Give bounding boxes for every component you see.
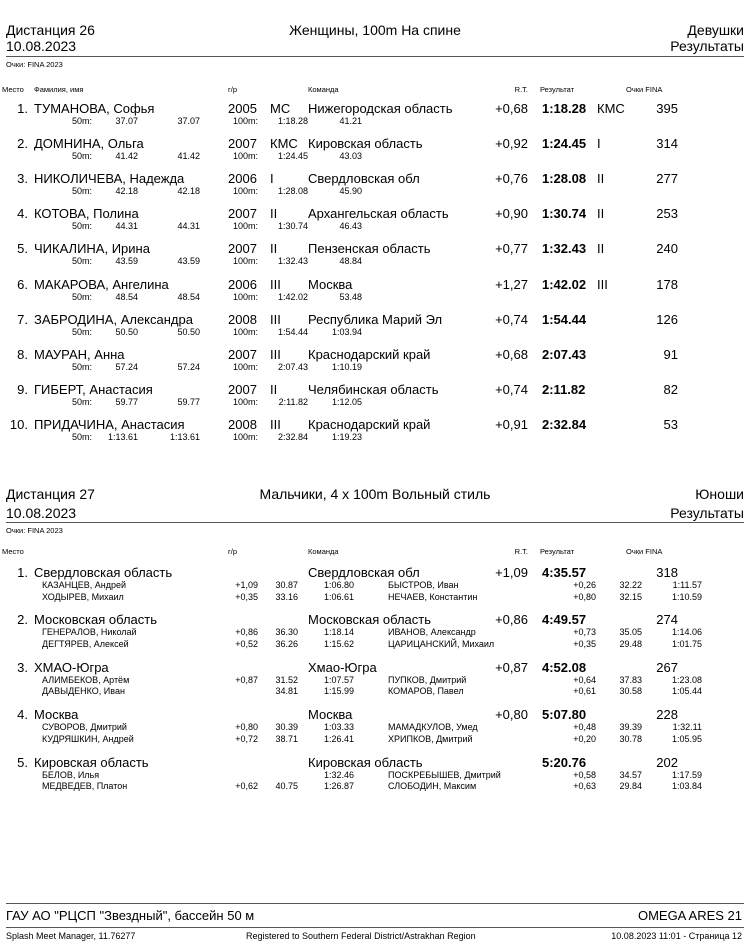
relay-swimmer-rtime: 1:05.44 bbox=[671, 686, 702, 697]
relay-swimmer-left: АЛИМБЕКОВ, Артём bbox=[42, 674, 130, 685]
result-s6: 46.43 bbox=[339, 221, 362, 232]
event26-subtitle: Результаты bbox=[670, 38, 744, 54]
relay-swimmer-ltime: 1:06.80 bbox=[323, 580, 354, 590]
result-qual: II bbox=[597, 171, 605, 187]
relay-swimmer-left: КАЗАНЦЕВ, Андрей bbox=[42, 580, 127, 590]
relay-swimmer-rtime: 1:10.59 bbox=[671, 591, 702, 602]
relay-result: 5:20.76 bbox=[542, 754, 587, 770]
result-team: Москва bbox=[308, 276, 353, 292]
result-points: 178 bbox=[656, 276, 678, 292]
result-name: ДОМНИНА, Ольга bbox=[34, 136, 144, 152]
result-s6: 41.21 bbox=[339, 116, 362, 126]
result-year: 2007 bbox=[228, 346, 257, 362]
relay-swimmer-rsplit: 29.84 bbox=[619, 781, 642, 792]
result-points: 91 bbox=[663, 346, 678, 362]
result-result: 1:24.45 bbox=[542, 136, 587, 152]
result-year: 2006 bbox=[228, 276, 257, 292]
relay-swimmer-left: СУВОРОВ, Дмитрий bbox=[42, 722, 127, 733]
result-team: Краснодарский край bbox=[308, 346, 431, 362]
relay-swimmer-rtime: 1:11.57 bbox=[672, 580, 702, 590]
relay-swimmer-ltime: 1:15.62 bbox=[323, 638, 354, 649]
result-name: ПРИДАЧИНА, Анастасия bbox=[34, 416, 185, 432]
relay-rt: +0,87 bbox=[495, 659, 528, 675]
relay-swimmer-left: ГЕНЕРАЛОВ, Николай bbox=[42, 627, 137, 638]
result-s3: 50.50 bbox=[177, 326, 200, 337]
result-s2: 50.50 bbox=[115, 326, 138, 337]
result-s5: 1:42.02 bbox=[277, 291, 308, 302]
result-s4: 100m: bbox=[232, 186, 258, 197]
event27-title: Мальчики, 4 x 100m Вольный стиль bbox=[259, 486, 491, 502]
result-s4: 100m: bbox=[232, 256, 258, 267]
result-team: Кировская область bbox=[308, 136, 423, 152]
result-s1: 50m: bbox=[71, 291, 92, 302]
relay-swimmer-rrt: +0,80 bbox=[573, 591, 596, 602]
result-qual: КМС bbox=[597, 101, 625, 116]
relay-swimmer-rsplit: 37.83 bbox=[619, 674, 642, 685]
event26-header-points: Очки FINA bbox=[626, 85, 663, 94]
result-s4: 100m: bbox=[232, 396, 258, 407]
relay-result: 4:52.08 bbox=[542, 659, 587, 675]
event27-header-points: Очки FINA bbox=[626, 547, 663, 556]
relay-swimmer-rsplit: 29.48 bbox=[619, 638, 642, 649]
result-place: 10. bbox=[9, 416, 28, 432]
relay-swimmer-right: БЫСТРОВ, Иван bbox=[388, 580, 459, 590]
relay-swimmer-rrt: +0,64 bbox=[573, 674, 596, 685]
relay-rt: +0,80 bbox=[495, 707, 528, 723]
relay-swimmer-lrt: +0,62 bbox=[235, 781, 258, 792]
result-rank: II bbox=[270, 381, 278, 397]
relay-name: Кировская область bbox=[34, 754, 149, 770]
relay-swimmer-right: МАМАДКУЛОВ, Умед bbox=[388, 722, 478, 733]
relay-swimmer-rrt: +0,48 bbox=[573, 722, 596, 733]
result-points: 314 bbox=[656, 136, 678, 152]
result-team: Нижегородская область bbox=[308, 101, 453, 116]
relay-swimmer-rsplit: 35.05 bbox=[619, 627, 642, 638]
relay-swimmer-lsplit: 36.26 bbox=[275, 638, 298, 649]
result-rt: +1,27 bbox=[495, 276, 528, 292]
event26-divider bbox=[6, 56, 744, 57]
relay-points: 202 bbox=[656, 754, 678, 770]
result-s5: 1:54.44 bbox=[277, 326, 308, 337]
result-rank: II bbox=[270, 241, 278, 257]
footer-venue: ГАУ АО "РЦСП "Звездный", бассейн 50 м bbox=[6, 908, 255, 923]
event27-date: 10.08.2023 bbox=[6, 505, 77, 521]
relay-team: Москва bbox=[308, 707, 353, 723]
relay-swimmer-left: ДЕГТЯРЕВ, Алексей bbox=[42, 638, 129, 649]
relay-swimmer-rsplit: 39.39 bbox=[619, 722, 642, 733]
result-qual: II bbox=[597, 241, 605, 257]
result-points: 82 bbox=[663, 381, 678, 397]
relay-swimmer-lrt: +0,86 bbox=[235, 627, 258, 638]
relay-swimmer-right: ХРИПКОВ, Дмитрий bbox=[388, 733, 473, 744]
relay-rt: +0,86 bbox=[495, 612, 528, 628]
footer-software: Splash Meet Manager, 11.76277 bbox=[6, 931, 136, 941]
result-name: ЗАБРОДИНА, Александра bbox=[34, 311, 193, 327]
relay-swimmer-left: МЕДВЕДЕВ, Платон bbox=[42, 781, 128, 792]
result-s3: 59.77 bbox=[177, 396, 200, 407]
relay-place: 1. bbox=[17, 565, 28, 580]
footer-registered: Registered to Southern Federal District/Astrakhan Region bbox=[246, 931, 476, 941]
relay-swimmer-rsplit: 32.22 bbox=[619, 580, 642, 590]
result-rank: I bbox=[270, 171, 274, 187]
relay-team: Кировская область bbox=[308, 754, 423, 770]
event27-header-team: Команда bbox=[308, 547, 339, 556]
result-s6: 43.03 bbox=[339, 151, 362, 162]
result-s1: 50m: bbox=[71, 116, 92, 126]
result-s1: 50m: bbox=[71, 396, 92, 407]
event26-header-name: Фамилия, имя bbox=[34, 85, 84, 94]
result-s3: 37.07 bbox=[177, 116, 200, 126]
relay-swimmer-rsplit: 32.15 bbox=[619, 591, 642, 602]
result-s2: 42.18 bbox=[115, 186, 138, 197]
result-s6: 1:10.19 bbox=[331, 361, 362, 372]
result-s2: 41.42 bbox=[115, 151, 138, 162]
relay-swimmer-rtime: 1:23.08 bbox=[671, 674, 702, 685]
result-year: 2006 bbox=[228, 171, 257, 187]
footer-divider-top bbox=[6, 903, 744, 904]
result-s4: 100m: bbox=[232, 361, 258, 372]
result-s1: 50m: bbox=[71, 221, 92, 232]
result-s3: 43.59 bbox=[177, 256, 200, 267]
relay-swimmer-right: СЛОБОДИН, Максим bbox=[388, 781, 477, 792]
relay-place: 2. bbox=[17, 612, 28, 628]
relay-swimmer-lsplit: 36.30 bbox=[275, 627, 298, 638]
relay-swimmer-lsplit: 40.75 bbox=[275, 781, 298, 792]
relay-swimmer-rsplit: 30.78 bbox=[619, 733, 642, 744]
relay-team: Свердловская обл bbox=[308, 565, 420, 580]
result-result: 1:42.02 bbox=[542, 276, 587, 292]
event26-title: Женщины, 100m На спине bbox=[289, 22, 461, 38]
result-name: ЧИКАЛИНА, Ирина bbox=[34, 241, 150, 257]
result-s6: 45.90 bbox=[339, 186, 362, 197]
relay-result: 5:07.80 bbox=[542, 707, 587, 723]
relay-swimmer-right: НЕЧАЕВ, Константин bbox=[388, 591, 478, 602]
result-points: 253 bbox=[656, 206, 678, 222]
relay-swimmer-left: БЕЛОВ, Илья bbox=[42, 769, 100, 780]
event26-header-team: Команда bbox=[308, 85, 339, 94]
relay-swimmer-rtime: 1:05.95 bbox=[671, 733, 702, 744]
event27-header-result: Результат bbox=[540, 547, 575, 556]
result-s5: 2:32.84 bbox=[277, 431, 308, 442]
result-rt: +0,68 bbox=[495, 346, 528, 362]
result-points: 240 bbox=[656, 241, 678, 257]
event26-header-rt: R.T. bbox=[514, 85, 528, 94]
relay-name: Московская область bbox=[34, 612, 158, 628]
relay-swimmer-rtime: 1:01.75 bbox=[671, 638, 702, 649]
relay-swimmer-left: КУДРЯШКИН, Андрей bbox=[42, 733, 134, 744]
result-s3: 42.18 bbox=[177, 186, 200, 197]
event26-category: Девушки bbox=[687, 22, 744, 38]
result-result: 1:28.08 bbox=[542, 171, 587, 187]
result-rank: III bbox=[270, 416, 281, 432]
result-s3: 57.24 bbox=[177, 361, 200, 372]
result-qual: I bbox=[597, 136, 601, 152]
result-name: КОТОВА, Полина bbox=[34, 206, 139, 222]
event27-header-rt: R.T. bbox=[514, 547, 528, 556]
event26-header-place: Место bbox=[2, 85, 24, 94]
event26-header-year: г/р bbox=[228, 85, 237, 94]
relay-swimmer-left: ХОДЫРЕВ, Михаил bbox=[42, 591, 124, 602]
result-rank: III bbox=[270, 276, 281, 292]
result-s5: 2:07.43 bbox=[277, 361, 308, 372]
result-points: 126 bbox=[656, 311, 678, 327]
result-team: Свердловская обл bbox=[308, 171, 420, 187]
result-name: ГИБЕРТ, Анастасия bbox=[34, 381, 153, 397]
relay-swimmer-lrt: +0,52 bbox=[235, 638, 258, 649]
result-s6: 1:12.05 bbox=[331, 396, 362, 407]
relay-swimmer-right: ИВАНОВ, Александр bbox=[388, 627, 476, 638]
relay-swimmer-rrt: +0,35 bbox=[573, 638, 596, 649]
result-s6: 1:19.23 bbox=[331, 431, 362, 442]
event26-header-result: Результат bbox=[540, 85, 575, 94]
result-s2: 44.31 bbox=[115, 221, 138, 232]
result-place: 9. bbox=[17, 381, 28, 397]
event27-points-note: Очки: FINA 2023 bbox=[6, 526, 63, 535]
relay-swimmer-lsplit: 31.52 bbox=[275, 674, 298, 685]
relay-swimmer-ltime: 1:06.61 bbox=[323, 591, 354, 602]
relay-swimmer-right: КОМАРОВ, Павел bbox=[388, 686, 464, 697]
relay-swimmer-ltime: 1:18.14 bbox=[323, 627, 354, 638]
relay-place: 3. bbox=[17, 659, 28, 675]
result-result: 1:32.43 bbox=[542, 241, 587, 257]
result-rt: +0,90 bbox=[495, 206, 528, 222]
relay-name: Москва bbox=[34, 707, 79, 723]
result-s3: 41.42 bbox=[177, 151, 200, 162]
relay-swimmer-lrt: +0,35 bbox=[235, 591, 258, 602]
result-s6: 48.84 bbox=[339, 256, 362, 267]
result-team: Республика Марий Эл bbox=[308, 311, 443, 327]
result-s6: 1:03.94 bbox=[331, 326, 362, 337]
result-s5: 1:28.08 bbox=[277, 186, 308, 197]
result-rt: +0,74 bbox=[495, 381, 528, 397]
event27-distance: Дистанция 27 bbox=[6, 486, 95, 502]
result-s2: 37.07 bbox=[115, 116, 138, 126]
relay-name: ХМАО-Югра bbox=[34, 659, 109, 675]
result-s2: 57.24 bbox=[115, 361, 138, 372]
relay-swimmer-lrt: +1,09 bbox=[235, 580, 258, 590]
relay-swimmer-lsplit: 33.16 bbox=[275, 591, 298, 602]
result-rank: II bbox=[270, 206, 278, 222]
result-year: 2005 bbox=[228, 101, 257, 116]
result-year: 2007 bbox=[228, 241, 257, 257]
result-rt: +0,68 bbox=[495, 101, 528, 116]
result-year: 2008 bbox=[228, 311, 257, 327]
relay-swimmer-rtime: 1:03.84 bbox=[671, 781, 702, 792]
relay-swimmer-ltime: 1:15.99 bbox=[323, 686, 354, 697]
result-year: 2007 bbox=[228, 381, 257, 397]
result-s1: 50m: bbox=[71, 326, 92, 337]
relay-name: Свердловская область bbox=[34, 565, 173, 580]
relay-swimmer-rsplit: 30.58 bbox=[619, 686, 642, 697]
result-s1: 50m: bbox=[71, 186, 92, 197]
event27-subtitle: Результаты bbox=[670, 505, 744, 521]
result-s5: 1:30.74 bbox=[277, 221, 308, 232]
result-name: МАУРАН, Анна bbox=[34, 346, 125, 362]
result-rank: МС bbox=[270, 101, 291, 116]
result-result: 2:32.84 bbox=[542, 416, 587, 432]
result-rt: +0,74 bbox=[495, 311, 528, 327]
result-s5: 2:11.82 bbox=[278, 396, 308, 407]
result-s2: 1:13.61 bbox=[107, 431, 138, 442]
result-result: 1:30.74 bbox=[542, 206, 587, 222]
result-team: Архангельская область bbox=[308, 206, 449, 222]
result-s1: 50m: bbox=[71, 431, 92, 442]
relay-swimmer-left: ДАВЫДЕНКО, Иван bbox=[42, 686, 125, 697]
result-place: 1. bbox=[17, 101, 28, 116]
result-s4: 100m: bbox=[232, 326, 258, 337]
result-name: МАКАРОВА, Ангелина bbox=[34, 276, 169, 292]
result-team: Пензенская область bbox=[308, 241, 431, 257]
relay-team: Московская область bbox=[308, 612, 432, 628]
relay-swimmer-lsplit: 34.81 bbox=[275, 686, 298, 697]
result-qual: III bbox=[597, 276, 608, 292]
relay-swimmer-lsplit: 38.71 bbox=[275, 733, 298, 744]
result-year: 2007 bbox=[228, 136, 257, 152]
result-rt: +0,92 bbox=[495, 136, 528, 152]
event27-divider bbox=[6, 522, 744, 523]
result-s4: 100m: bbox=[232, 291, 258, 302]
relay-swimmer-rrt: +0,61 bbox=[573, 686, 596, 697]
result-points: 395 bbox=[656, 101, 678, 116]
result-result: 1:18.28 bbox=[542, 101, 587, 116]
relay-swimmer-rtime: 1:14.06 bbox=[671, 627, 702, 638]
result-team: Челябинская область bbox=[308, 381, 439, 397]
relay-place: 5. bbox=[17, 754, 28, 770]
result-rank: III bbox=[270, 311, 281, 327]
result-place: 5. bbox=[17, 241, 28, 257]
relay-swimmer-ltime: 1:03.33 bbox=[323, 722, 354, 733]
result-s1: 50m: bbox=[71, 361, 92, 372]
event27-category: Юноши bbox=[695, 486, 744, 502]
event27-header-place: Место bbox=[2, 547, 24, 556]
result-s1: 50m: bbox=[71, 256, 92, 267]
result-s6: 53.48 bbox=[339, 291, 362, 302]
relay-team: Хмао-Югра bbox=[308, 659, 377, 675]
result-year: 2008 bbox=[228, 416, 257, 432]
result-place: 2. bbox=[17, 136, 28, 152]
relay-points: 318 bbox=[656, 565, 678, 580]
footer-divider-bottom bbox=[6, 927, 744, 928]
result-year: 2007 bbox=[228, 206, 257, 222]
relay-swimmer-lsplit: 30.87 bbox=[275, 580, 298, 590]
result-points: 53 bbox=[663, 416, 678, 432]
relay-swimmer-rsplit: 34.57 bbox=[619, 769, 642, 780]
relay-rt: +1,09 bbox=[495, 565, 528, 580]
result-s2: 48.54 bbox=[115, 291, 138, 302]
relay-swimmer-rrt: +0,63 bbox=[573, 781, 596, 792]
result-s5: 1:18.28 bbox=[277, 116, 308, 126]
relay-swimmer-rtime: 1:32.11 bbox=[672, 722, 702, 733]
relay-points: 267 bbox=[656, 659, 678, 675]
relay-swimmer-rrt: +0,58 bbox=[573, 769, 596, 780]
event26-distance: Дистанция 26 bbox=[6, 22, 95, 38]
result-result: 1:54.44 bbox=[542, 311, 587, 327]
relay-place: 4. bbox=[17, 707, 28, 723]
result-place: 3. bbox=[17, 171, 28, 187]
result-s4: 100m: bbox=[232, 221, 258, 232]
result-s4: 100m: bbox=[232, 151, 258, 162]
relay-swimmer-right: ЦАРИЦАНСКИЙ, Михаил bbox=[388, 638, 495, 649]
relay-swimmer-rrt: +0,73 bbox=[573, 627, 596, 638]
result-rank: III bbox=[270, 346, 281, 362]
result-result: 2:11.82 bbox=[542, 381, 586, 397]
result-s3: 48.54 bbox=[177, 291, 200, 302]
result-s2: 43.59 bbox=[115, 256, 138, 267]
result-place: 7. bbox=[17, 311, 28, 327]
event27-header-year: г/р bbox=[228, 547, 237, 556]
result-s3: 1:13.61 bbox=[169, 431, 200, 442]
footer-page: 10.08.2023 11:01 - Страница 12 bbox=[611, 931, 742, 941]
result-name: ТУМАНОВА, Софья bbox=[34, 101, 155, 116]
result-team: Краснодарский край bbox=[308, 416, 431, 432]
relay-swimmer-rrt: +0,20 bbox=[573, 733, 596, 744]
footer-timing: OMEGA ARES 21 bbox=[637, 908, 742, 923]
relay-swimmer-right: ПУПКОВ, Дмитрий bbox=[388, 674, 467, 685]
event26-points-note: Очки: FINA 2023 bbox=[6, 60, 63, 69]
relay-swimmer-lrt: +0,87 bbox=[235, 674, 258, 685]
event26-date: 10.08.2023 bbox=[6, 38, 77, 54]
result-s4: 100m: bbox=[232, 431, 258, 442]
relay-swimmer-ltime: 1:07.57 bbox=[323, 674, 354, 685]
relay-swimmer-rrt: +0,26 bbox=[573, 580, 596, 590]
result-points: 277 bbox=[656, 171, 678, 187]
relay-points: 274 bbox=[656, 612, 678, 628]
result-s5: 1:32.43 bbox=[277, 256, 308, 267]
result-place: 8. bbox=[17, 346, 28, 362]
relay-swimmer-ltime: 1:26.41 bbox=[323, 733, 354, 744]
result-name: НИКОЛИЧЕВА, Надежда bbox=[34, 171, 185, 187]
result-s2: 59.77 bbox=[115, 396, 138, 407]
result-rt: +0,91 bbox=[495, 416, 528, 432]
relay-swimmer-right: ПОСКРЕБЫШЕВ, Дмитрий bbox=[388, 769, 501, 780]
result-s1: 50m: bbox=[71, 151, 92, 162]
relay-swimmer-rtime: 1:17.59 bbox=[671, 769, 702, 780]
result-qual: II bbox=[597, 206, 605, 222]
result-rt: +0,77 bbox=[495, 241, 528, 257]
relay-swimmer-lrt: +0,72 bbox=[235, 733, 258, 744]
relay-result: 4:49.57 bbox=[542, 612, 587, 628]
result-s4: 100m: bbox=[232, 116, 258, 126]
relay-result: 4:35.57 bbox=[542, 565, 587, 580]
result-s5: 1:24.45 bbox=[277, 151, 308, 162]
result-place: 6. bbox=[17, 276, 28, 292]
relay-swimmer-ltime: 1:32.46 bbox=[323, 769, 354, 780]
relay-points: 228 bbox=[656, 707, 678, 723]
relay-swimmer-ltime: 1:26.87 bbox=[323, 781, 354, 792]
relay-swimmer-lrt: +0,80 bbox=[235, 722, 258, 733]
relay-swimmer-lsplit: 30.39 bbox=[275, 722, 298, 733]
result-s3: 44.31 bbox=[177, 221, 200, 232]
result-rank: КМС bbox=[270, 136, 298, 152]
result-rt: +0,76 bbox=[495, 171, 528, 187]
result-place: 4. bbox=[17, 206, 28, 222]
result-result: 2:07.43 bbox=[542, 346, 587, 362]
